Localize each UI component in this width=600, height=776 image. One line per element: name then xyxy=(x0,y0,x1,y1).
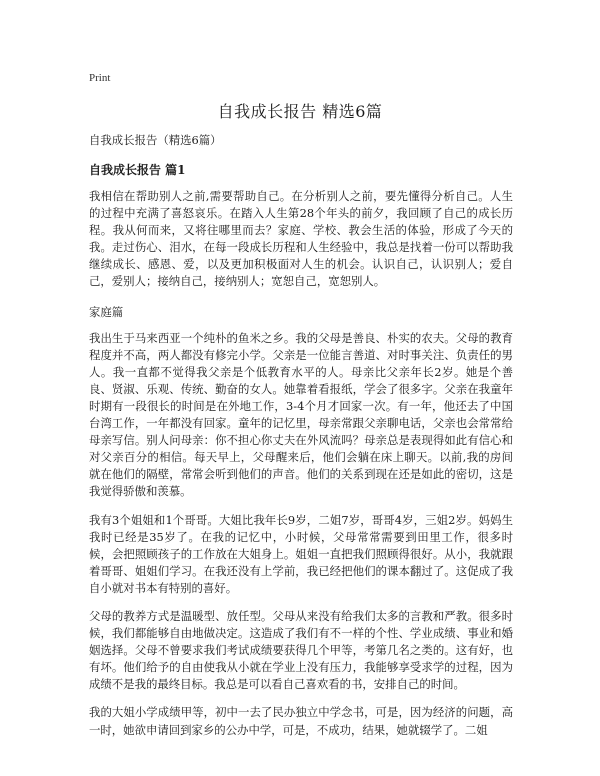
document-body xyxy=(89,130,513,750)
document-subtitle: 自我成长报告（精选6篇） xyxy=(89,133,222,147)
page-title: 自我成长报告 精选6篇 xyxy=(217,102,383,121)
section-heading: 自我成长报告 篇1 xyxy=(89,163,186,177)
paragraph-intro: 我相信在帮助别人之前,需要帮助自己。在分析别人之前，要先懂得分析自己。人生的过程中充满了喜怒哀乐。在踏入人生第28个年头的前夕，我回顾了自己的成长历程。我从何而来，又将往哪里而去？家庭、学校、教会生活的体验，形成了今天的我。走过伤心、泪水，在每一段成长历程和人生经验中，我总是找着一份可以帮助我继续成长、感恩、爱，以及更加积极面对人生的机会。认识自己，认识别人；爱自己，爱别人；接纳自己，接纳别人；宽恕自己，宽恕别人。 xyxy=(89,189,513,289)
paragraph-siblings: 我有3个姐姐和1个哥哥。大姐比我年长9岁，二姐7岁，哥哥4岁，三姐2岁。妈妈生我时已经是35岁了。在我的记忆中，小时候，父母常常需要到田里工作，很多时候，会把照顾孩子的工作放在大姐身上。姐姐一直把我们照顾得很好。从小，我就跟着哥哥、姐姐们学习。在我还没有上学前，我已经把他们的课本翻过了。这促成了我自小就对书本有特别的喜好。 xyxy=(89,512,513,595)
paragraph-family-parents: 我出生于马来西亚一个纯朴的鱼米之乡。我的父母是善良、朴实的农夫。父母的教育程度并不高，两人都没有修完小学。父亲是一位能言善道、对时事关注、负责任的男人。我一直都不觉得我父亲是个低教育水平的人。母亲比父亲年长2岁。她是个善良、贤淑、乐观、传统、勤奋的女人。她靠着看报纸，学会了很多字。父亲在我童年时期有一段很长的时间是在外地工作，3-4个月才回家一次。有一年，他还去了中国台湾工作，一年都没有回家。童年的记忆里，母亲常跟父亲聊电话，父亲也会常常给母亲写信。别人问母亲：你不担心你丈夫在外风流吗？母亲总是表现得如此有信心和对父亲百分的相信。每天早上，父母醒来后，他们会躺在床上聊天。以前,我的房间就在他们的隔壁，常常会听到他们的声音。他们的关系到现在还是如此的密切，这是我觉得骄傲和羡慕。 xyxy=(89,330,513,499)
family-section-label: 家庭篇 xyxy=(89,304,124,319)
paragraph-parenting-style: 父母的教养方式是温暖型、放任型。父母从来没有给我们太多的言教和严教。很多时候，我们都能够自由地做决定。这造成了我们有不一样的个性、学业成绩、事业和婚姻选择。父母不曾要求我们考试成绩要获得几个甲等，考第几名之类的。这有好，也有坏。他们给予的自由使我从小就在学业上没有压力，我能够享受求学的过程，因为成绩不是我的最终目标。我总是可以看自己喜欢看的书，安排自己的时间。 xyxy=(89,608,513,692)
print-label[interactable]: Print xyxy=(89,72,111,84)
paragraph-eldest-sister: 我的大姐小学成绩甲等，初中一去了民办独立中学念书，可是，因为经济的问题，高一时，她欲申请回到家乡的公办中学，可是，不成功，结果，她就辍学了。二姐 xyxy=(89,705,513,737)
